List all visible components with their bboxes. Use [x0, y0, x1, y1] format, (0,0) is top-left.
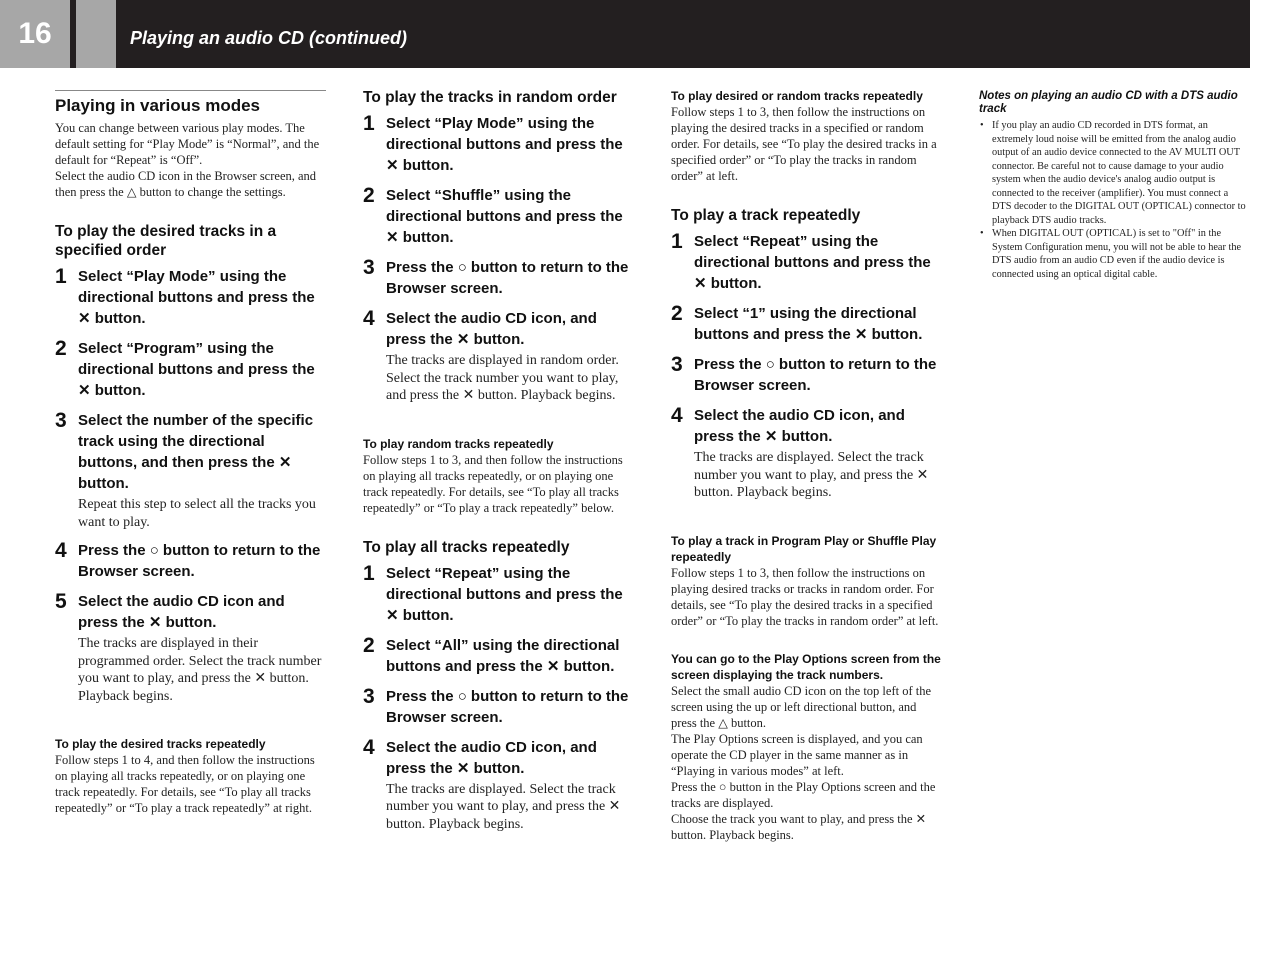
intro-text: You can change between various play modes. The default setting for “Play Mode” is “Normal”, and the default for “Repeat” is “Off”.: [55, 121, 320, 167]
column-1: [55, 86, 326, 816]
step-text: Select “Repeat” using the directional buttons and press the ✕ button.: [694, 233, 931, 292]
subheading-text: Follow steps 1 to 3, then follow the instructions on playing the desired tracks in a specified or random order. For details, see “To play the desired tracks in a specified order” or “To play the tracks in random order” at left.: [671, 105, 937, 183]
step: [55, 338, 326, 401]
step-number: 4: [363, 307, 375, 330]
step: [55, 540, 326, 582]
step-description: The tracks are displayed. Select the track number you want to play, and press the ✕ button. Playback begins.: [386, 781, 621, 832]
step: [671, 405, 943, 502]
step-text: Select the audio CD icon, and press the ✕ button.: [386, 310, 597, 348]
step: [671, 231, 943, 294]
step-text: Select “Play Mode” using the directional buttons and press the ✕ button.: [78, 268, 315, 327]
heading-track-repeat: To play a track repeatedly: [671, 207, 861, 224]
step-text: Press the ○ button to return to the Browser screen.: [386, 259, 629, 297]
column-3: [671, 86, 943, 843]
step-number: 3: [55, 409, 67, 432]
play-options-text: The Play Options screen is displayed, and you can operate the CD player in the same manner as in “Playing in various modes” at left.: [671, 731, 923, 778]
step: [363, 563, 635, 626]
heading-random-order: To play the tracks in random order: [363, 89, 617, 106]
step: [363, 686, 635, 728]
play-options-text: Choose the track you want to play, and press the ✕ button. Playback begins.: [671, 811, 927, 842]
step-number: 2: [671, 302, 683, 325]
page-number: 16: [0, 0, 70, 68]
step-text: Press the ○ button to return to the Browser screen.: [78, 542, 321, 580]
step-number: 2: [363, 184, 375, 207]
subheading-program-shuffle-repeat: To play a track in Program Play or Shuffle Play repeatedly: [671, 533, 937, 564]
step-text: Select “Shuffle” using the directional buttons and press the ✕ button.: [386, 187, 623, 246]
step-description: The tracks are displayed. Select the track number you want to play, and press the ✕ button. Playback begins.: [694, 450, 929, 500]
note-item: • If you play an audio CD recorded in DTS format, an extremely loud noise will be emitted from the analog audio output of an audio device connected to the AV MULTI OUT connector. Be careful not to cause damage to your audio system when the audio device's analog audio output is connected to the receiver (amplifier). You must connect a DTS decoder to the DIGITAL OUT (OPTICAL) connector to playback DTS audio tracks.: [979, 119, 1250, 227]
step-text: Select the audio CD icon, and press the ✕ button.: [694, 407, 905, 445]
step-number: 4: [55, 539, 67, 562]
steps-random-order: [363, 113, 635, 405]
header-title: Playing an audio CD (continued): [130, 28, 408, 48]
column-2: [363, 86, 635, 842]
header-tab: [76, 0, 116, 68]
step: [363, 308, 635, 405]
intro-text-2: Select the audio CD icon in the Browser screen, and then press the △ button to change the settings.: [55, 169, 317, 199]
step-text: Press the ○ button to return to the Browser screen.: [386, 687, 629, 726]
play-options-text: Select the small audio CD icon on the top left of the screen using the up or left directional button, and press the △ button.: [671, 683, 932, 730]
step-number: 1: [671, 230, 683, 253]
play-options-text: Press the ○ button in the Play Options screen and the tracks are displayed.: [671, 779, 936, 810]
step-number: 1: [363, 112, 375, 135]
subheading-desired-repeat: To play the desired tracks repeatedly: [55, 737, 266, 751]
step-number: 2: [55, 337, 67, 360]
step-number: 1: [363, 561, 375, 585]
step: [363, 185, 635, 248]
step-number: 5: [55, 590, 67, 613]
note-item: • When DIGITAL OUT (OPTICAL) is set to "Off" in the System Configuration menu, you will not be able to hear the DTS audio from an audio CD even if the audio device is connected using an optical digital cable.: [979, 227, 1250, 281]
steps-track-repeat: [671, 231, 943, 502]
step-description: The tracks are displayed in random order. Select the track number you want to play, and press the ✕ button. Playback begins.: [386, 353, 619, 403]
step: [55, 591, 326, 705]
step: [363, 635, 635, 677]
step-text: Select “All” using the directional buttons and press the ✕ button.: [386, 636, 620, 675]
step-text: Select the number of the specific track using the directional buttons, and then press the ✕ button.: [78, 412, 314, 492]
notes-list: [979, 119, 1250, 281]
step-text: Press the ○ button to return to the Browser screen.: [694, 356, 937, 394]
column-4: [979, 86, 1250, 281]
step-text: Select “Repeat” using the directional buttons and press the ✕ button.: [386, 564, 623, 624]
section-title: Playing in various modes: [55, 90, 326, 116]
subheading-text: Follow steps 1 to 3, then follow the instructions on playing desired tracks or tracks in random order. For details, see “To play the desired tracks in a specified order” or “To play the tracks in random order” at left.: [671, 565, 939, 628]
step-number: 1: [55, 265, 67, 288]
heading-all-repeat: To play all tracks repeatedly: [363, 538, 570, 556]
step-text: Select “1” using the directional buttons and press the ✕ button.: [694, 305, 923, 343]
subheading-play-options: You can go to the Play Options screen from the screen displaying the track numbers.: [671, 651, 941, 682]
step-number: 2: [363, 633, 375, 657]
step: [671, 354, 943, 396]
subheading-text: Follow steps 1 to 4, and then follow the instructions on playing all tracks repeatedly, or on playing one track repeatedly. For details, see “To play all tracks repeatedly” or “To play a track repeatedly” at right.: [55, 753, 315, 815]
step-number: 3: [671, 353, 683, 376]
steps-all-repeat: [363, 563, 635, 834]
heading-specified-order: To play the desired tracks in a specified order: [55, 223, 277, 259]
step-description: Repeat this step to select all the tracks you want to play.: [78, 497, 316, 530]
step-text: Select “Program” using the directional buttons and press the ✕ button.: [78, 340, 315, 399]
subheading-random-repeat: To play random tracks repeatedly: [363, 436, 554, 451]
subheading-text: Follow steps 1 to 3, and then follow the instructions on playing all tracks repeatedly, or on playing one track repeatedly. For details, see “To play all tracks repeatedly” or “To play a track repeatedly” below.: [363, 452, 623, 515]
step: [363, 257, 635, 299]
steps-specified-order: [55, 266, 326, 705]
step-number: 4: [363, 735, 375, 759]
subheading-desired-random-repeat: To play desired or random tracks repeatedly: [671, 89, 923, 103]
step: [55, 266, 326, 329]
step-number: 3: [363, 684, 375, 708]
step: [363, 737, 635, 834]
step: [55, 410, 326, 531]
step: [363, 113, 635, 176]
step-number: 4: [671, 404, 683, 427]
notes-title: Notes on playing an audio CD with a DTS audio track: [979, 90, 1238, 115]
step-text: Select the audio CD icon and press the ✕ button.: [78, 593, 285, 631]
step-text: Select “Play Mode” using the directional buttons and press the ✕ button.: [386, 115, 623, 174]
step-description: The tracks are displayed in their programmed order. Select the track number you want to play, and press the ✕ button. Playback begins.: [78, 636, 322, 704]
step-text: Select the audio CD icon, and press the ✕ button.: [386, 738, 597, 777]
step-number: 3: [363, 256, 375, 279]
step: [671, 303, 943, 345]
